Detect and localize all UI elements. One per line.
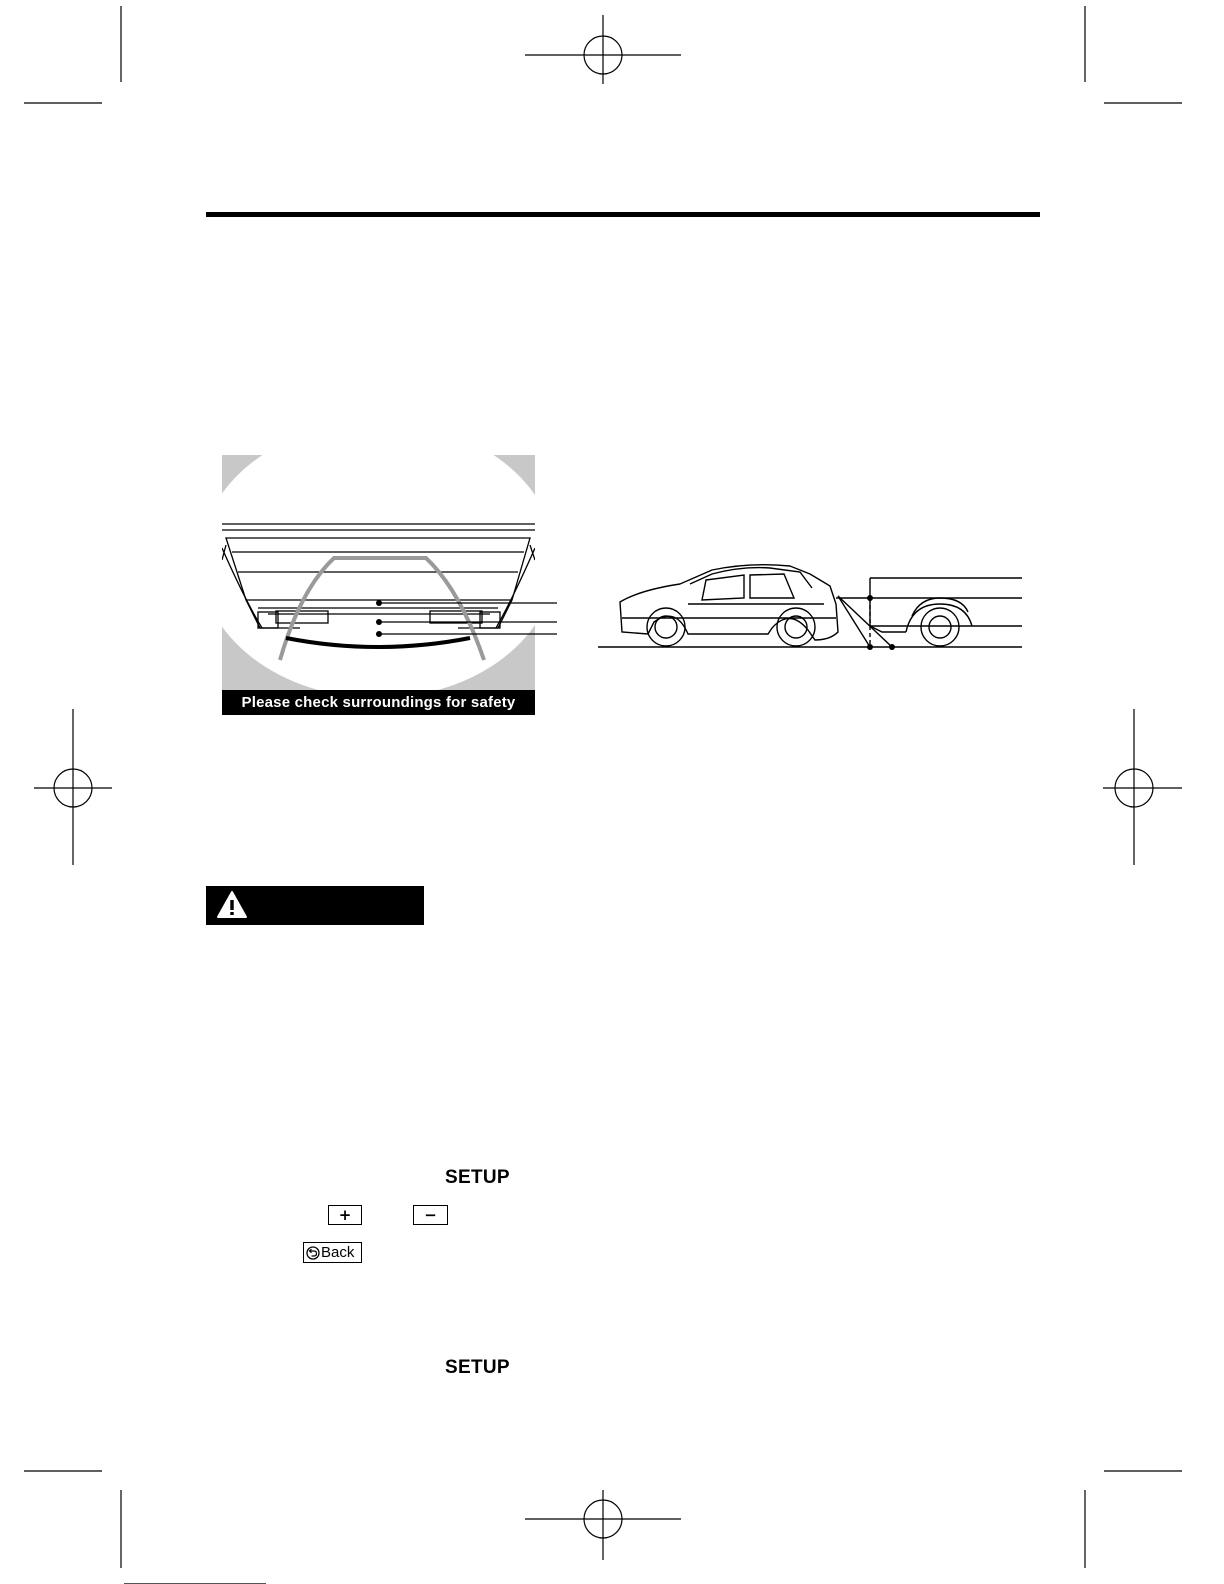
back-button[interactable] — [303, 1242, 362, 1263]
warning-triangle-icon — [216, 890, 248, 920]
setup-button-label-2: SETUP — [445, 1357, 510, 1378]
camera-safety-banner: Please check surroundings for safety — [222, 690, 535, 715]
back-button-label: Back — [321, 1244, 355, 1261]
plus-key[interactable]: + — [328, 1205, 362, 1225]
back-arrow-icon — [306, 1246, 320, 1260]
setup-button-label: SETUP — [445, 1167, 510, 1188]
minus-key[interactable]: − — [413, 1205, 448, 1225]
